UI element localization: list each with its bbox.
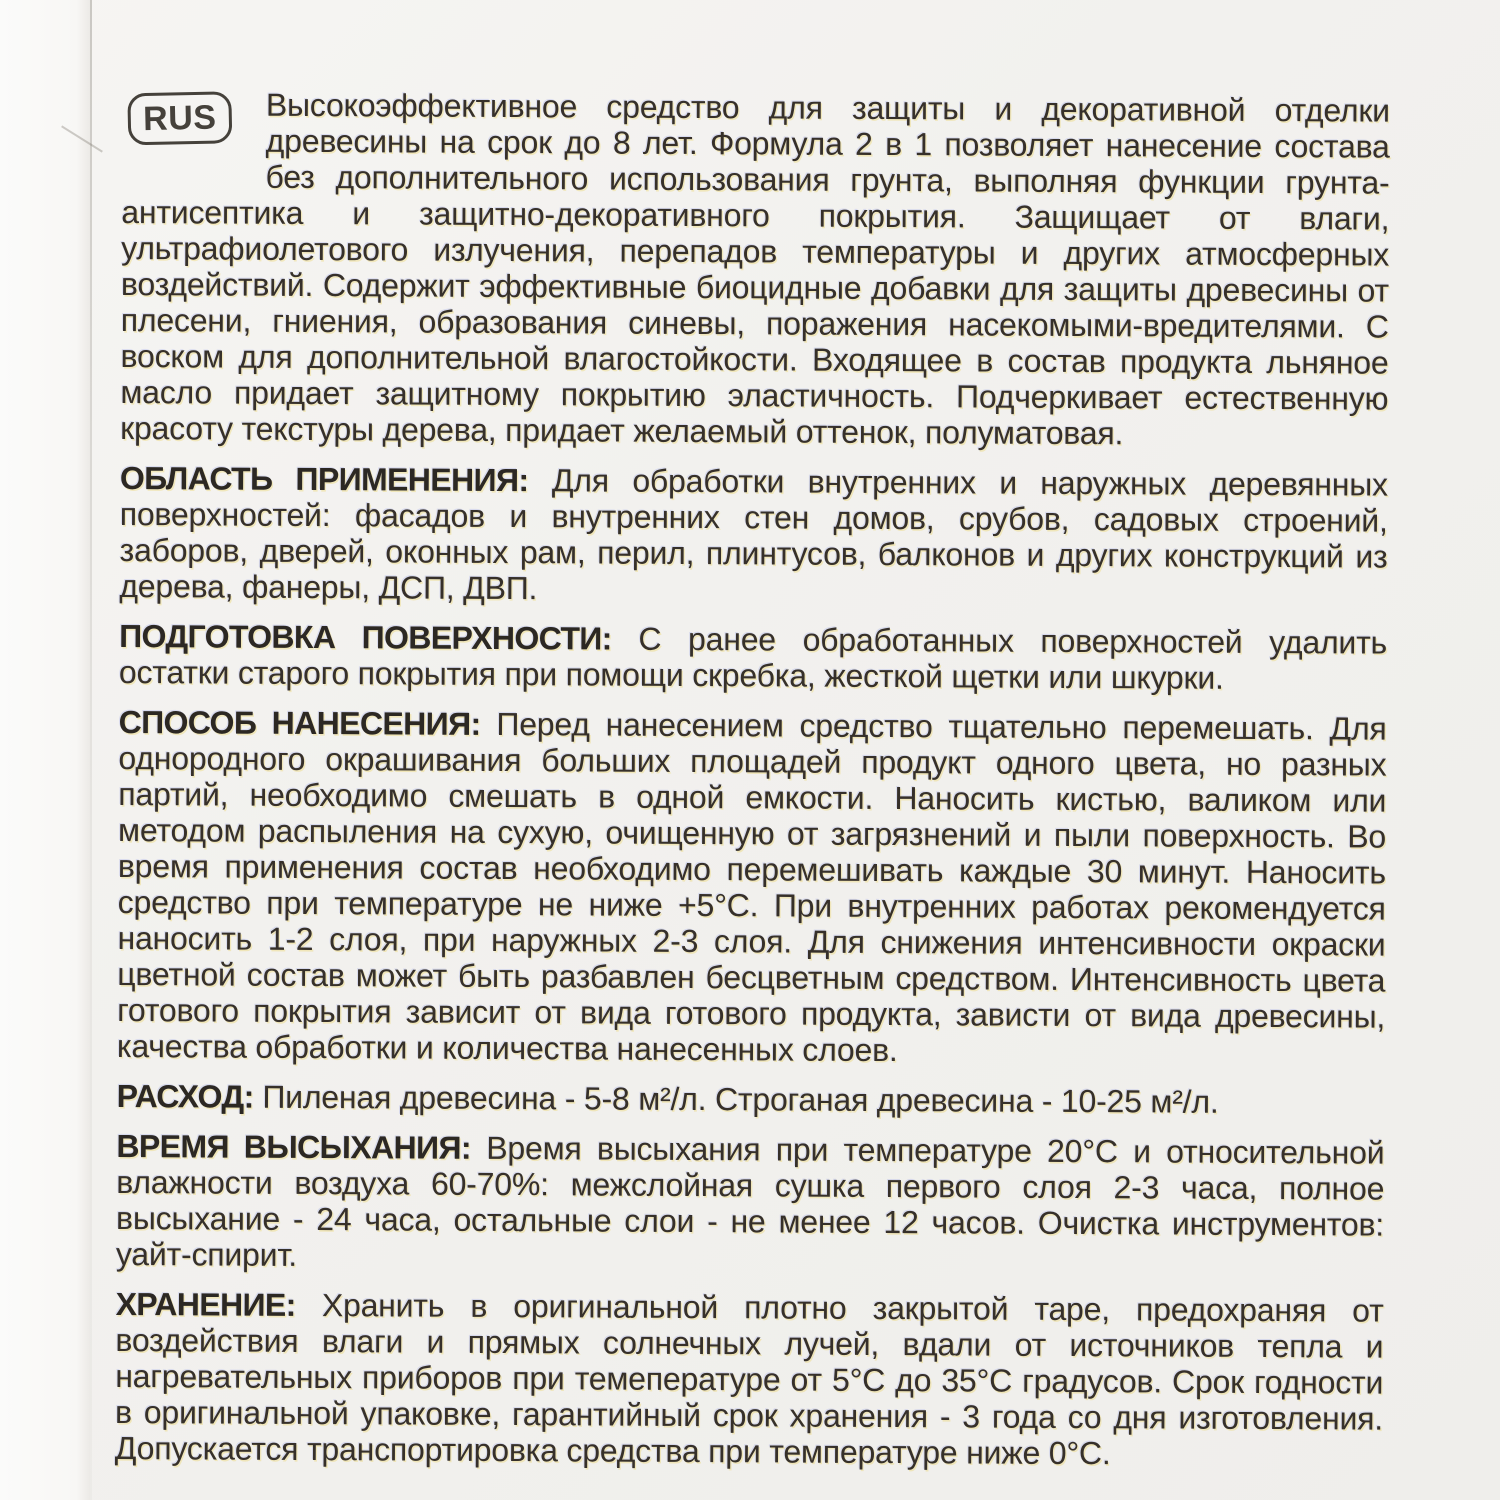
section-body-area-of-use: Для обработки внутренних и наружных деревянных поверхностей: фасадов и внутренних стен домов, срубов, садовых строений, заборов, дверей, оконных рам, перил, плинтусов, балконов и других конструкций из дерева, фанеры, ДСП, ДВП. bbox=[119, 462, 1389, 607]
section-application-method bbox=[117, 704, 1387, 1071]
section-heading-consumption: РАСХОД: bbox=[116, 1077, 254, 1115]
section-heading-surface-preparation: ПОДГОТОВКА ПОВЕРХНОСТИ: bbox=[119, 617, 612, 657]
section-heading-storage: ХРАНЕНИЕ: bbox=[115, 1285, 296, 1323]
section-drying-time bbox=[116, 1128, 1385, 1279]
rus-badge-label: RUS bbox=[142, 98, 217, 139]
label-left-edge-strip bbox=[0, 0, 90, 1500]
label-edge-line bbox=[90, 0, 92, 1500]
section-surface-preparation bbox=[119, 618, 1387, 697]
intro-paragraph bbox=[120, 86, 1390, 453]
section-consumption bbox=[117, 1078, 1385, 1121]
section-body-surface-preparation: С ранее обработанных поверхностей удалить остатки старого покрытия при помощи скребка, жесткой щетки или шкурки. bbox=[118, 620, 1388, 696]
section-body-consumption: Пиленая древесина - 5-8 м²/л. Строганая древесина - 10-25 м²/л. bbox=[262, 1078, 1219, 1120]
section-heading-application-method: СПОСОБ НАНЕСЕНИЯ: bbox=[118, 703, 481, 742]
label-text-block bbox=[115, 86, 1390, 1487]
section-heading-area-of-use: ОБЛАСТЬ ПРИМЕНЕНИЯ: bbox=[119, 459, 529, 499]
section-body-storage: Хранить в оригинальной плотно закрытой таре, предохраняя от воздействия влаги и прямых солнечных лучей, вдали от источников тепла и нагревательных приборов при темепературе от 5°С до 35°С градусов. Срок годности в оригинальной упаковке, гарантийный срок хранения - 3 года со дня изготовления. Допускается транспортировка средства при температуре ниже 0°С. bbox=[114, 1287, 1384, 1472]
rus-language-badge bbox=[127, 91, 232, 145]
intro-text: Высокоэффективное средство для защиты и декоративной отделки древесины на срок до 8 лет. Формула 2 в 1 позволяет нанесение состава без дополнительного использования грунта, выполняя функции грунта-антисептика и защитно-декоративного покрытия. Защищает от влаги, ультрафиолетового излучения, перепадов температуры и других атмосферных воздействий. Содержит эффективные биоцидные добавки для защиты древесины от плесени, гниения, образования синевы, поражения насекомыми-вредителями. С воском для дополнительной влагостойкости. Входящее в состав продукта льняное масло придает защитному покрытию эластичность. Подчеркивает естественную красоту текстуры дерева, придает желаемый оттенок, полуматовая. bbox=[120, 86, 1390, 452]
section-body-drying-time: Время высыхания при температуре 20°С и относительной влажности воздуха 60-70%: межслойная сушка первого слоя 2-3 часа, полное высыхание - 24 часа, остальные слои - не менее 12 часов. Очистка инструментов: уайт-спирит. bbox=[115, 1129, 1385, 1273]
section-heading-drying-time: ВРЕМЯ ВЫСЫХАНИЯ: bbox=[116, 1127, 472, 1166]
section-storage bbox=[115, 1286, 1384, 1473]
section-body-application-method: Перед нанесением средство тщательно перемешать. Для однородного окрашивания больших площадей продукт одного цвета, но разных партий, необходимо смешать в одной емкости. Наносить кистью, валиком или методом распыления на сухую, очищенную от загрязнений и пыли поверхность. Во время применения состав необходимо перемешивать каждые 30 минут. Наносить средство при температуре не ниже +5°С. При внутренних работах рекомендуется наносить 1-2 слоя, при наружных 2-3 слоя. Для снижения интенсивности окраски цветной состав может быть разбавлен бесцветным средством. Интенсивность цвета готового покрытия зависит от вида готового продукта, зависти от вида древесины, качества обработки и количества нанесенных слоев. bbox=[116, 705, 1387, 1069]
section-area-of-use bbox=[119, 460, 1388, 611]
